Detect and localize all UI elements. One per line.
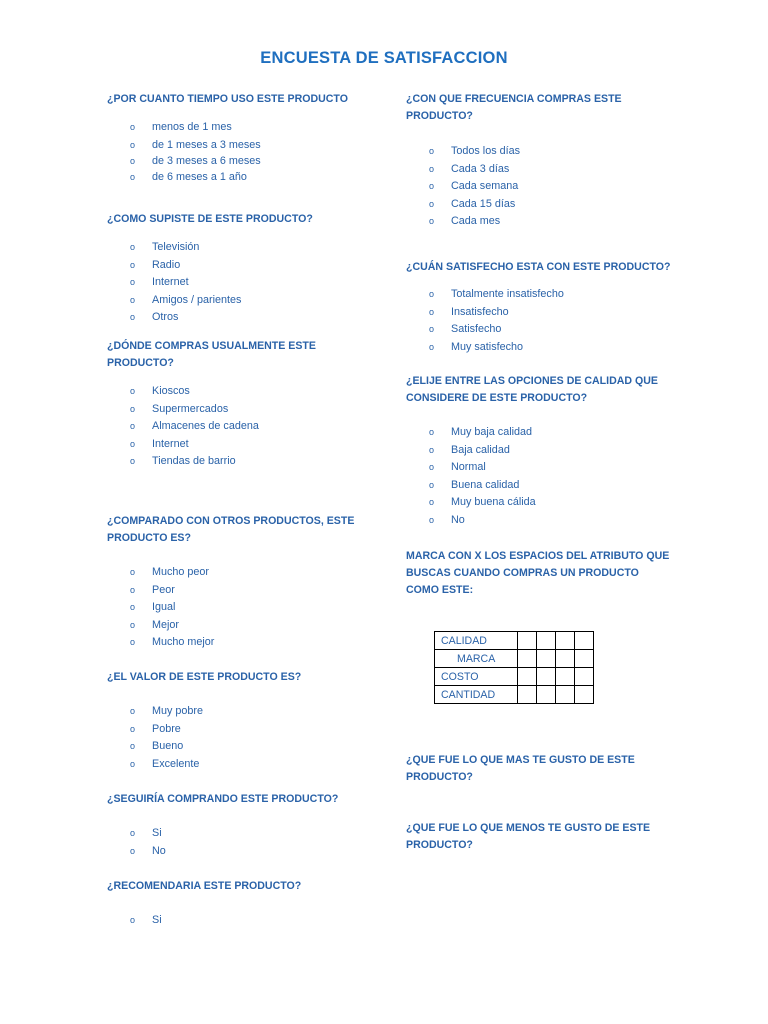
option-item[interactable]: o Todos los días [429, 143, 520, 161]
option-item[interactable]: o Si [130, 825, 166, 843]
option-item[interactable]: o de 1 meses a 3 meses [130, 138, 261, 151]
option-item[interactable]: o Amigos / parientes [130, 292, 241, 310]
option-item[interactable]: o Buena calidad [429, 477, 536, 495]
radio-bullet-icon: o [130, 758, 136, 769]
radio-bullet-icon: o [130, 312, 136, 323]
attribute-checkbox[interactable] [518, 632, 537, 650]
table-row [435, 668, 594, 686]
option-item[interactable]: o Bueno [130, 738, 203, 756]
radio-bullet-icon: o [130, 438, 136, 449]
radio-bullet-icon: o [130, 242, 136, 252]
question-frequency: ¿CON QUE FRECUENCIA COMPRAS ESTE PRODUCTO? [406, 93, 622, 122]
options-quality [429, 424, 536, 530]
option-item[interactable]: o Muy pobre [130, 703, 203, 721]
radio-bullet-icon: o [130, 171, 136, 182]
option-item[interactable]: o Insatisfecho [429, 304, 564, 322]
attribute-checkbox[interactable] [518, 668, 537, 686]
radio-bullet-icon: o [429, 462, 435, 473]
radio-bullet-icon: o [130, 294, 136, 305]
options-recommend [130, 912, 162, 930]
radio-bullet-icon: o [429, 324, 435, 335]
radio-bullet-icon: o [130, 741, 136, 752]
attribute-checkbox[interactable] [537, 632, 556, 650]
option-item[interactable]: o Totalmente insatisfecho [429, 286, 564, 304]
radio-bullet-icon: o [130, 619, 136, 630]
radio-bullet-icon: o [130, 845, 136, 856]
radio-bullet-icon: o [130, 259, 136, 270]
radio-bullet-icon: o [429, 181, 435, 192]
option-item[interactable]: o No [429, 512, 536, 530]
option-item[interactable]: o Mejor [130, 617, 214, 635]
attribute-checkbox[interactable] [575, 668, 594, 686]
radio-bullet-icon: o [429, 198, 435, 209]
radio-bullet-icon: o [130, 915, 136, 925]
radio-bullet-icon: o [130, 706, 136, 716]
radio-bullet-icon: o [130, 277, 136, 288]
attribute-label: COSTO [435, 668, 518, 686]
radio-bullet-icon: o [429, 216, 435, 227]
attribute-checkbox[interactable] [537, 668, 556, 686]
option-item[interactable]: o menos de 1 mes [130, 119, 261, 137]
attribute-checkbox[interactable] [556, 632, 575, 650]
table-row [435, 632, 594, 650]
question-quality: ¿ELIJE ENTRE LAS OPCIONES DE CALIDAD QUE CONSIDERE DE ESTE PRODUCTO? [406, 375, 658, 404]
option-item[interactable]: o Muy buena cálida [429, 494, 536, 512]
question-liked-most: ¿QUE FUE LO QUE MAS TE GUSTO DE ESTE PRODUCTO? [406, 754, 635, 783]
option-item[interactable]: o Cada 15 días [429, 196, 520, 214]
question-satisfaction: ¿CUÁN SATISFECHO ESTA CON ESTE PRODUCTO? [406, 261, 671, 273]
options-satisfaction [429, 286, 564, 356]
radio-bullet-icon: o [130, 139, 136, 150]
radio-bullet-icon: o [429, 306, 435, 317]
option-item[interactable]: o Normal [429, 459, 536, 477]
radio-bullet-icon: o [429, 427, 435, 437]
radio-bullet-icon: o [429, 341, 435, 352]
question-compared: ¿COMPARADO CON OTROS PRODUCTOS, ESTE PRODUCTO ES? [107, 515, 355, 544]
attribute-checkbox[interactable] [575, 650, 594, 668]
option-item[interactable]: o Peor [130, 582, 214, 600]
option-item[interactable]: o Pobre [130, 721, 203, 739]
radio-bullet-icon: o [130, 723, 136, 734]
radio-bullet-icon: o [429, 497, 435, 508]
option-item[interactable]: o Mucho peor [130, 564, 214, 582]
table-row [435, 686, 594, 704]
question-usage-time: ¿POR CUANTO TIEMPO USO ESTE PRODUCTO [107, 93, 348, 105]
question-attributes: MARCA CON X LOS ESPACIOS DEL ATRIBUTO QUE BUSCAS CUANDO COMPRAS UN PRODUCTO COMO ESTE: [406, 550, 670, 596]
option-item[interactable]: o Excelente [130, 756, 203, 774]
options-keep-buying [130, 825, 166, 860]
option-item[interactable]: o Cada 3 días [429, 161, 520, 179]
radio-bullet-icon: o [130, 456, 136, 467]
option-item[interactable]: o Cada mes [429, 213, 520, 231]
radio-bullet-icon: o [130, 828, 136, 838]
options-frequency [429, 143, 520, 231]
option-item[interactable]: o Televisión [130, 239, 241, 257]
option-item[interactable]: o Almacenes de cadena [130, 418, 259, 436]
attribute-checkbox[interactable] [556, 686, 575, 704]
attribute-checkbox[interactable] [556, 668, 575, 686]
attribute-table [434, 631, 594, 704]
option-item[interactable]: o No [130, 843, 166, 861]
option-item[interactable]: o Radio [130, 257, 241, 275]
radio-bullet-icon: o [429, 514, 435, 525]
radio-bullet-icon: o [429, 479, 435, 490]
option-item[interactable]: o Muy baja calidad [429, 424, 536, 442]
option-item[interactable]: o Otros [130, 309, 241, 327]
option-item[interactable]: o Internet [130, 436, 259, 454]
option-item[interactable]: o de 6 meses a 1 año [130, 169, 261, 187]
options-usage-time [130, 119, 261, 186]
radio-bullet-icon: o [130, 386, 136, 396]
question-recommend: ¿RECOMENDARIA ESTE PRODUCTO? [107, 880, 302, 892]
radio-bullet-icon: o [429, 146, 435, 156]
option-item[interactable]: o Baja calidad [429, 442, 536, 460]
attribute-checkbox[interactable] [518, 686, 537, 704]
attribute-checkbox[interactable] [518, 650, 537, 668]
question-how-found: ¿COMO SUPISTE DE ESTE PRODUCTO? [107, 213, 313, 225]
radio-bullet-icon: o [130, 637, 136, 648]
option-item[interactable]: o Muy satisfecho [429, 339, 564, 357]
table-row [435, 650, 594, 668]
question-value: ¿EL VALOR DE ESTE PRODUCTO ES? [107, 671, 302, 683]
attribute-checkbox[interactable] [575, 632, 594, 650]
attribute-label: CALIDAD [435, 632, 518, 650]
options-how-found [130, 239, 241, 327]
radio-bullet-icon: o [429, 289, 435, 299]
radio-bullet-icon: o [130, 584, 136, 595]
attribute-checkbox[interactable] [537, 650, 556, 668]
radio-bullet-icon: o [429, 444, 435, 455]
attribute-label: CANTIDAD [435, 686, 518, 704]
option-item[interactable]: o Cada semana [429, 178, 520, 196]
options-compared [130, 564, 214, 652]
radio-bullet-icon: o [130, 567, 136, 577]
radio-bullet-icon: o [130, 122, 136, 132]
question-where-buy: ¿DÓNDE COMPRAS USUALMENTE ESTE PRODUCTO? [107, 340, 316, 369]
option-item[interactable]: o Tiendas de barrio [130, 453, 259, 471]
option-item[interactable]: o de 3 meses a 6 meses [130, 154, 261, 167]
attribute-label: MARCA [435, 650, 518, 668]
option-item[interactable]: o Satisfecho [429, 321, 564, 339]
options-value [130, 703, 203, 773]
option-item[interactable]: o Si [130, 912, 162, 930]
page-title: ENCUESTA DE SATISFACCION [260, 49, 508, 67]
attribute-checkbox[interactable] [556, 650, 575, 668]
option-item[interactable]: o Supermercados [130, 401, 259, 419]
attribute-checkbox[interactable] [575, 686, 594, 704]
radio-bullet-icon: o [429, 163, 435, 174]
attribute-checkbox[interactable] [537, 686, 556, 704]
option-item[interactable]: o Mucho mejor [130, 634, 214, 652]
radio-bullet-icon: o [130, 421, 136, 432]
radio-bullet-icon: o [130, 403, 136, 414]
option-item[interactable]: o Internet [130, 274, 241, 292]
question-liked-least: ¿QUE FUE LO QUE MENOS TE GUSTO DE ESTE PRODUCTO? [406, 822, 651, 851]
radio-bullet-icon: o [130, 602, 136, 613]
options-where-buy [130, 383, 259, 471]
radio-bullet-icon: o [130, 155, 136, 166]
option-item[interactable]: o Kioscos [130, 383, 259, 401]
option-item[interactable]: o Igual [130, 599, 214, 617]
question-keep-buying: ¿SEGUIRÍA COMPRANDO ESTE PRODUCTO? [107, 793, 339, 805]
